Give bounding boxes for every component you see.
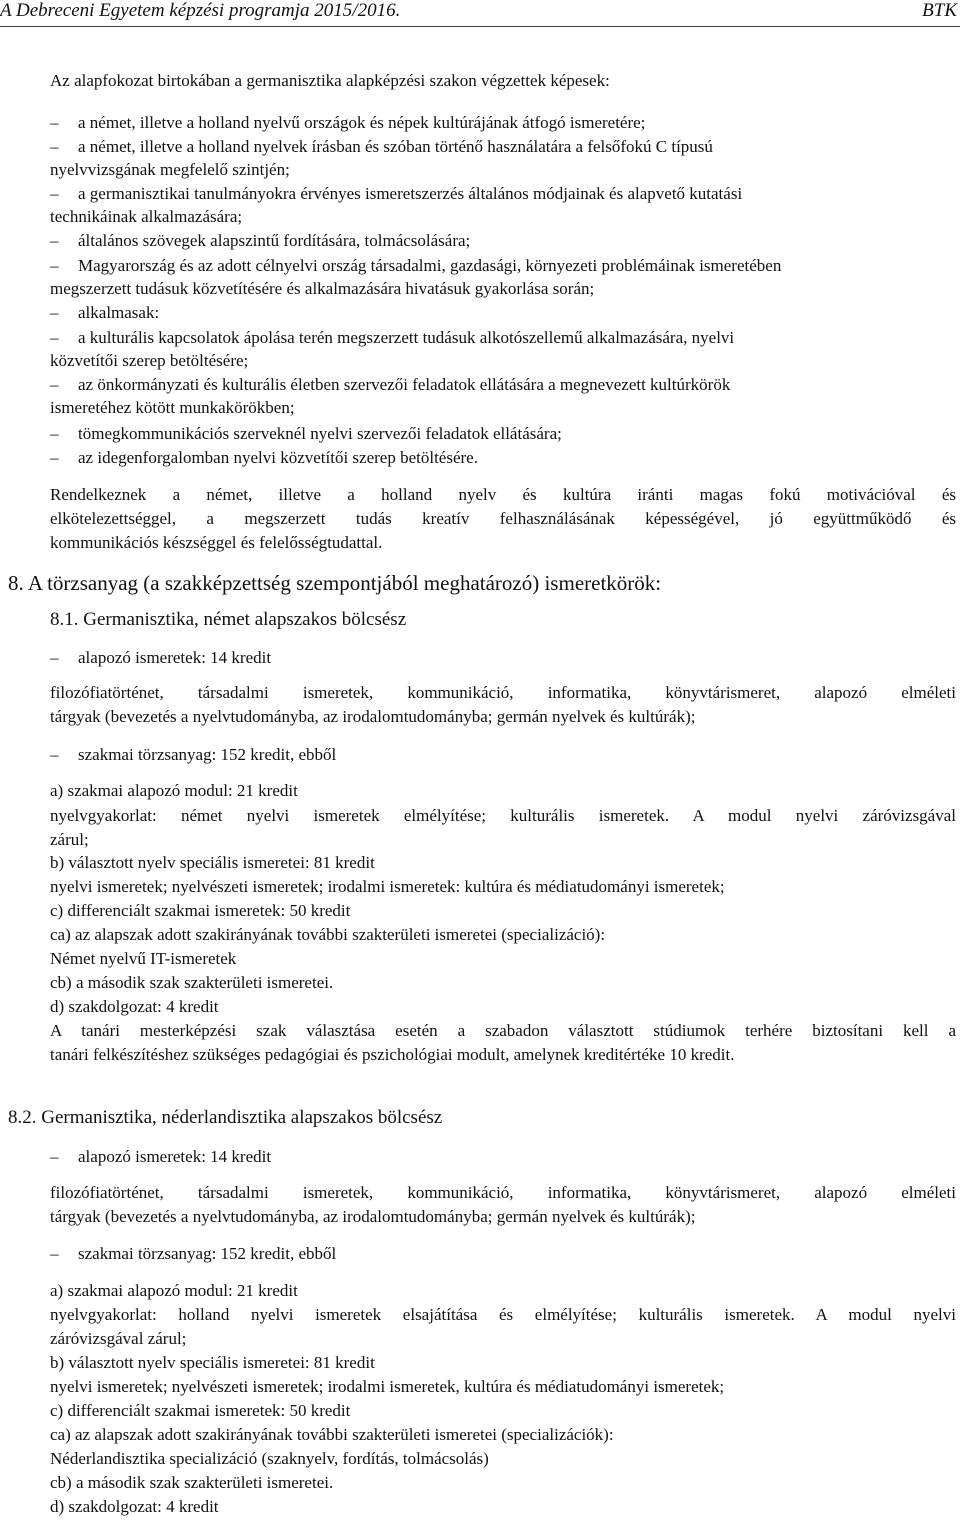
list-dash: – [50, 113, 59, 132]
list-dash: – [50, 231, 59, 250]
list-dash: – [50, 328, 59, 347]
list-item: a német, illetve a holland nyelvek írásban és szóban történő használatára a felsőfokú C típusú [78, 137, 713, 156]
credit-item: alapozó ismeretek: 14 kredit [78, 648, 272, 667]
page-header [0, 0, 960, 27]
list-dash: – [50, 137, 59, 156]
list-item: Magyarország és az adott célnyelvi ország társadalmi, gazdasági, környezeti problémáinak ismeretében [78, 256, 782, 275]
module-description-line: záróvizsgával zárul; [50, 1329, 187, 1348]
list-dash: – [50, 448, 59, 467]
credit-item: alapozó ismeretek: 14 kredit [78, 1147, 272, 1166]
section-8-heading: 8. A törzsanyag (a szakképzettség szempontjából meghatározó) ismeretkörök: [8, 571, 662, 595]
module-subheading: cb) a második szak szakterületi ismeretei. [50, 1473, 334, 1492]
list-item: általános szövegek alapszintű fordítására, tolmácsolására; [78, 231, 471, 250]
list-item: a germanisztikai tanulmányokra érvényes ismeretszerzés általános módjainak és alapvető kutatási [78, 184, 743, 203]
module-description-line: nyelvi ismeretek; nyelvészeti ismeretek; irodalmi ismeretek, kultúra és médiatudományi ismeretek; [50, 1377, 725, 1396]
module-heading: a) szakmai alapozó modul: 21 kredit [50, 1281, 298, 1300]
alapozo-description-line: filozófiatörténet, társadalmi ismeretek, kommunikáció, informatika, könyvtárismeret, alapozó elméleti [50, 1183, 956, 1202]
module-heading: d) szakdolgozat: 4 kredit [50, 1497, 219, 1516]
list-item: a kulturális kapcsolatok ápolása terén megszerzett tudásuk alkotószellemű alkalmazására, nyelvi [78, 328, 735, 347]
module-description-line: nyelvi ismeretek; nyelvészeti ismeretek; irodalmi ismeretek: kultúra és médiatudományi ismeretek; [50, 877, 725, 896]
module-subheading: ca) az alapszak adott szakirányának további szakterületi ismeretei (specializáció): [50, 925, 606, 944]
module-description-line: zárul; [50, 830, 89, 849]
motivation-paragraph-line: kommunikációs készséggel és felelősségtudattal. [50, 533, 383, 552]
specialization-value: Német nyelvű IT-ismeretek [50, 949, 237, 968]
module-description-line: nyelvgyakorlat: német nyelvi ismeretek elmélyítése; kulturális ismeretek. A modul nyelvi záróvizsgával [50, 806, 956, 825]
list-dash: – [50, 648, 59, 667]
alapozo-description-line: tárgyak (bevezetés a nyelvtudományba, az irodalomtudományba; germán nyelvek és kultúrák); [50, 707, 696, 726]
credit-item: szakmai törzsanyag: 152 kredit, ebből [78, 745, 337, 764]
list-item: az idegenforgalomban nyelvi közvetítői szerep betöltésére. [78, 448, 478, 467]
list-item: az önkormányzati és kulturális életben szervezői feladatok ellátására a megnevezett kultúrkörök [78, 375, 731, 394]
section-8-2-heading: 8.2. Germanisztika, néderlandisztika alapszakos bölcsész [8, 1107, 443, 1128]
list-dash: – [50, 303, 59, 322]
header-faculty: BTK [922, 0, 957, 21]
credit-item: szakmai törzsanyag: 152 kredit, ebből [78, 1244, 337, 1263]
module-heading: b) választott nyelv speciális ismeretei: 81 kredit [50, 853, 375, 872]
list-item: a német, illetve a holland nyelvű országok és népek kultúrájának átfogó ismeretére; [78, 113, 646, 132]
module-subheading: cb) a második szak szakterületi ismeretei. [50, 973, 334, 992]
module-subheading: ca) az alapszak adott szakirányának további szakterületi ismeretei (specializációk): [50, 1425, 614, 1444]
list-dash: – [50, 745, 59, 764]
list-item-continuation: megszerzett tudásuk közvetítésére és alkalmazására hivatásuk gyakorlása során; [50, 279, 595, 298]
module-heading: c) differenciált szakmai ismeretek: 50 kredit [50, 1401, 351, 1420]
motivation-paragraph-line: elkötelezettséggel, a megszerzett tudás kreatív felhasználásának képességével, jó együttműködő és [50, 509, 956, 528]
list-item: tömegkommunikációs szerveknél nyelvi szervezői feladatok ellátására; [78, 424, 562, 443]
list-dash: – [50, 256, 59, 275]
list-item-continuation: ismeretéhez kötött munkakörökben; [50, 398, 295, 417]
list-item: alkalmasak: [78, 303, 160, 322]
header-title: A Debreceni Egyetem képzési programja 2015/2016. [0, 0, 401, 21]
alapozo-description-line: filozófiatörténet, társadalmi ismeretek, kommunikáció, informatika, könyvtárismeret, alapozó elméleti [50, 683, 956, 702]
list-item-continuation: közvetítői szerep betöltésére; [50, 351, 249, 370]
list-item-continuation: technikáinak alkalmazására; [50, 207, 243, 226]
motivation-paragraph-line: Rendelkeznek a német, illetve a holland nyelv és kultúra iránti magas fokú motivációval és [50, 485, 956, 504]
module-heading: b) választott nyelv speciális ismeretei: 81 kredit [50, 1353, 375, 1372]
list-dash: – [50, 1147, 59, 1166]
list-dash: – [50, 1244, 59, 1263]
list-dash: – [50, 375, 59, 394]
section-8-1-heading: 8.1. Germanisztika, német alapszakos bölcsész [50, 609, 407, 630]
module-heading: d) szakdolgozat: 4 kredit [50, 997, 219, 1016]
list-dash: – [50, 184, 59, 203]
module-heading: a) szakmai alapozó modul: 21 kredit [50, 781, 298, 800]
alapozo-description-line: tárgyak (bevezetés a nyelvtudományba, az irodalomtudományba; germán nyelvek és kultúrák); [50, 1207, 696, 1226]
module-heading: c) differenciált szakmai ismeretek: 50 kredit [50, 901, 351, 920]
intro-sentence: Az alapfokozat birtokában a germanisztika alapképzési szakon végzettek képesek: [50, 71, 610, 90]
specialization-value: Néderlandisztika specializáció (szaknyelv, fordítás, tolmácsolás) [50, 1449, 489, 1468]
list-item-continuation: nyelvvizsgának megfelelő szintjén; [50, 160, 290, 179]
list-dash: – [50, 424, 59, 443]
module-description-line: nyelvgyakorlat: holland nyelvi ismeretek elsajátítása és elmélyítése; kulturális ismeretek. A modul nyelvi [50, 1305, 956, 1324]
teacher-note-line: tanári felkészítéshez szükséges pedagógiai és pszichológiai modult, amelynek kreditértéke 10 kredit. [50, 1045, 735, 1064]
teacher-note-line: A tanári mesterképzési szak választása esetén a szabadon választott stúdiumok terhére biztosítani kell a [50, 1021, 956, 1040]
